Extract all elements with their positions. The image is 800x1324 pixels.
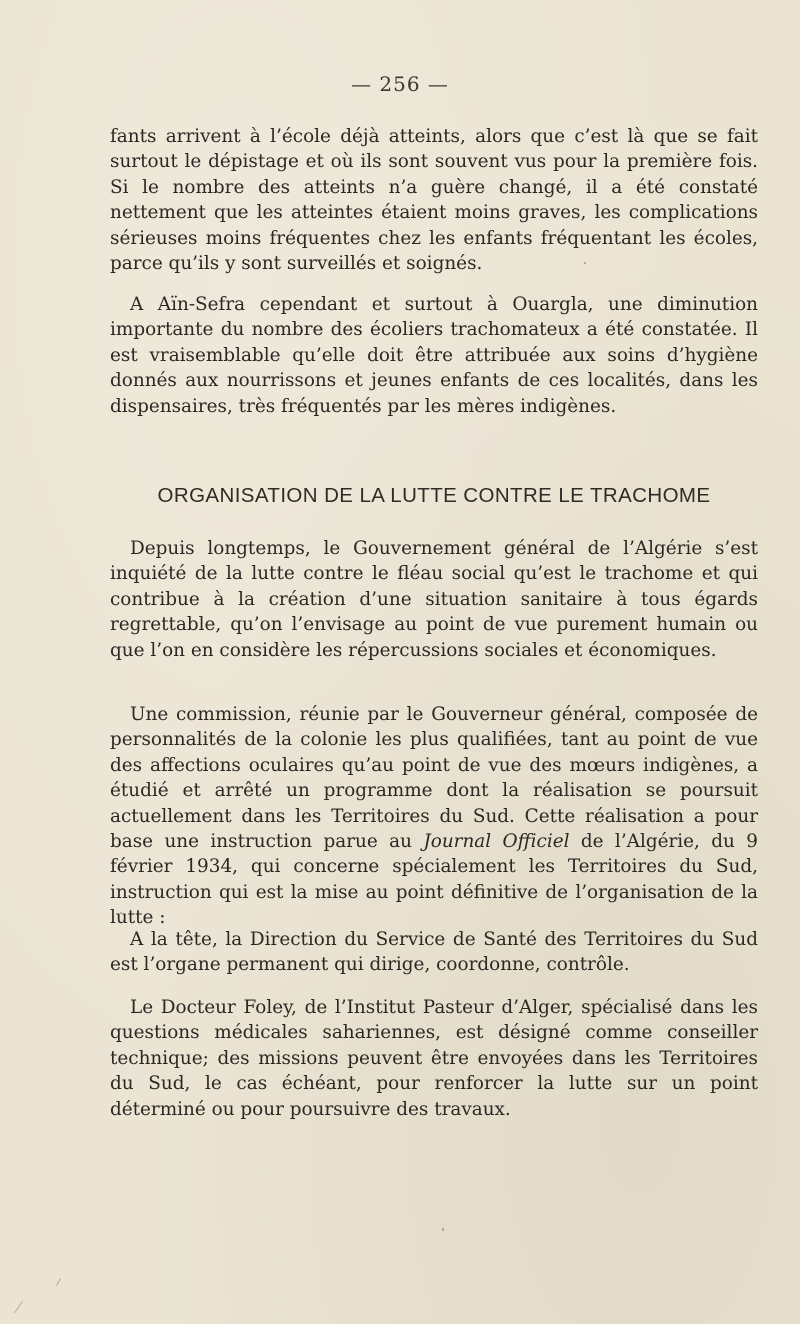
paragraph-4-text-before: Une commission, réunie par le Gouverneur général, composée de personnalités de la colonie les plus qualifiées, tant au point de vue des affections oculaires qu’au point de vue des mœurs indigènes, a étudié et arrêté un programme dont la réalisation se poursuit actuellement dans les Territoires du Sud. Cette réalisation a pour base une instruction parue au [110, 704, 758, 853]
paragraph-5: A la tête, la Direction du Service de Santé des Territoires du Sud est l’organe permanent qui dirige, coordonne, contrôle. [110, 929, 758, 976]
scan-speck [120, 912, 122, 914]
scan-speck [14, 1301, 23, 1313]
scan-speck [442, 1228, 444, 1231]
paragraph-commission [110, 702, 758, 931]
section-heading: ORGANISATION DE LA LUTTE CONTRE LE TRACHOME [157, 484, 711, 507]
paragraph-gouvernement [110, 536, 758, 663]
paragraph-3: Depuis longtemps, le Gouvernement général de l’Algérie s’est inquiété de la lutte contre le fléau social qu’est le trachome et qui contribue à la création d’une situation sanitaire à tous égards regrettable, qu’on l’envisage au point de vue purement humain ou que l’on en considère les répercussions sociales et économiques. [110, 538, 758, 661]
scan-speck [56, 1278, 61, 1285]
scan-speck [584, 262, 586, 264]
paragraph-6: Le Docteur Foley, de l’Institut Pasteur d’Alger, spécialisé dans les questions médicales sahariennes, est désigné comme conseiller technique; des missions peuvent être envoyées dans les Territoires du Sud, le cas échéant, pour renforcer la lutte sur un point déterminé ou pour poursuivre des travaux. [110, 997, 758, 1120]
journal-officiel-title: Journal Officiel [423, 831, 570, 853]
paragraph-foley [110, 995, 758, 1122]
paragraph-4-text-after: de l’Algérie, du 9 février 1934, qui concerne spécialement les Territoires du Sud, instruction qui est la mise au point définitive de l’organisation de la lutte : [110, 831, 758, 929]
paragraph-continuation [110, 124, 758, 276]
paragraph-direction [110, 927, 758, 978]
paragraph-4 [110, 702, 758, 931]
paragraph-ain-sefra [110, 292, 758, 419]
page-number: — 256 — [351, 72, 449, 96]
paragraph-2: A Aïn-Sefra cependant et surtout à Ouargla, une diminution importante du nombre des écoliers trachomateux a été constatée. Il est vraisemblable qu’elle doit être attribuée aux soins d’hygiène donnés aux nourrissons et jeunes enfants de ces localités, dans les dispensaires, très fréquentés par les mères indigènes. [110, 294, 758, 417]
paragraph-1: fants arrivent à l’école déjà atteints, alors que c’est là que se fait surtout le dépistage et où ils sont souvent vus pour la première fois. Si le nombre des atteints n’a guère changé, il a été constaté nettement que les atteintes étaient moins graves, les complications sérieuses moins fréquentes chez les enfants fréquentant les écoles, parce qu’ils y sont surveillés et soignés. [110, 126, 758, 275]
